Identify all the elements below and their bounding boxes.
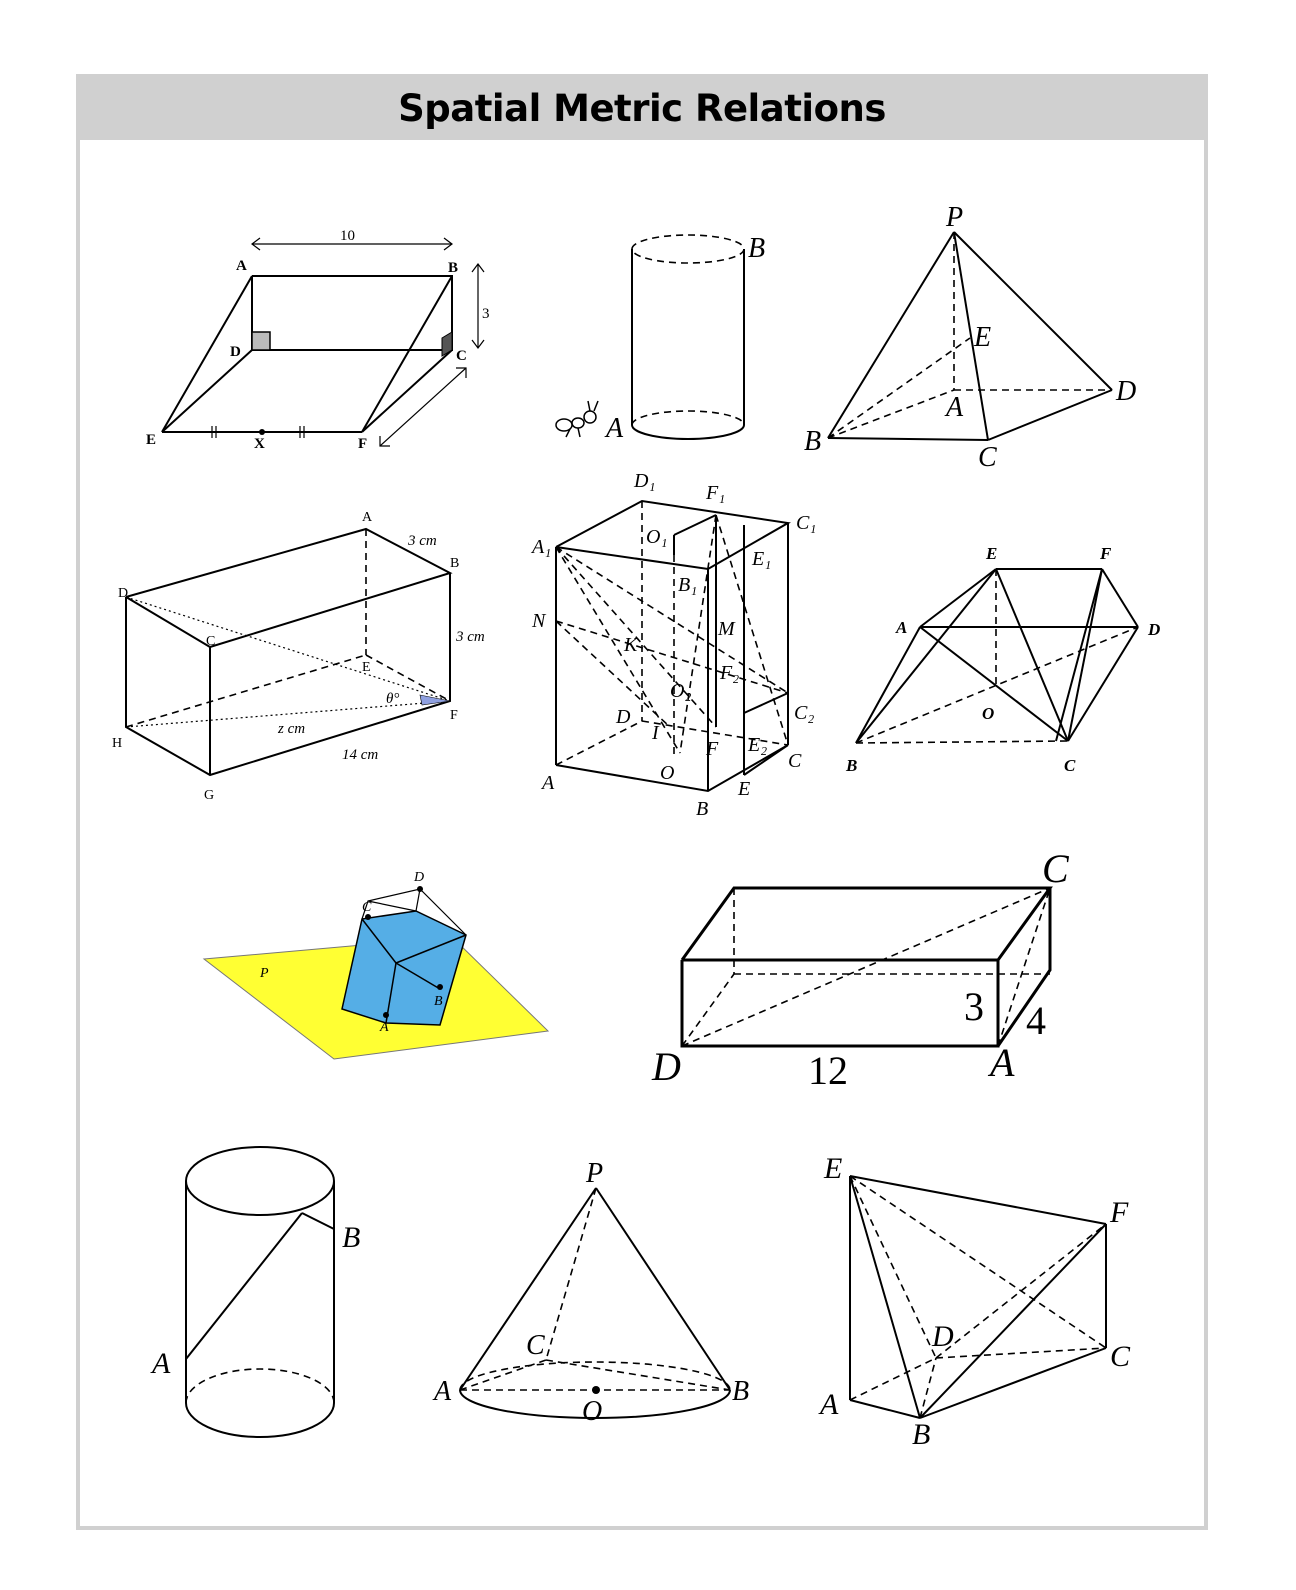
fig10-label-o: O — [582, 1396, 603, 1427]
fig5-label-d: D — [616, 706, 631, 728]
figure-6-polyhedron — [840, 535, 1180, 785]
fig4-label-h: H — [112, 736, 123, 751]
fig11-label-e: E — [824, 1152, 843, 1185]
fig1-label-f: F — [358, 436, 368, 452]
fig4-dim-length: 14 cm — [342, 747, 379, 763]
fig1-label-x: X — [254, 436, 265, 452]
fig7-label-plane: P — [260, 966, 269, 981]
fig9-label-a: A — [152, 1347, 171, 1380]
fig11-label-a: A — [820, 1388, 839, 1421]
figure-9-cylinder-path — [150, 1135, 380, 1455]
fig3-label-p: P — [946, 202, 964, 233]
fig5-label-f2: F₂ — [720, 662, 740, 684]
fig6-label-f: F — [1100, 544, 1112, 563]
fig11-label-c: C — [1110, 1340, 1131, 1373]
fig5-label-d1: D₁ — [634, 470, 656, 492]
fig7-label-c: C — [362, 900, 372, 915]
fig3-label-b: B — [804, 426, 822, 457]
fig5-label-b: B — [696, 798, 709, 820]
fig11-label-b: B — [912, 1418, 931, 1451]
fig4-label-e: E — [362, 660, 371, 675]
fig5-label-a: A — [542, 772, 555, 794]
fig5-label-k: K — [624, 634, 638, 656]
fig7-label-a: A — [380, 1020, 389, 1035]
fig8-dim-length: 12 — [808, 1048, 848, 1093]
fig1-label-d: D — [230, 344, 241, 360]
fig7-label-b: B — [434, 994, 443, 1009]
fig11-label-d: D — [932, 1320, 954, 1353]
fig1-label-e: E — [146, 432, 157, 448]
title-bar — [80, 78, 1204, 140]
figure-8-box-diagonal — [640, 840, 1100, 1100]
fig4-dim-diagonal: z cm — [278, 721, 306, 737]
fig10-label-p: P — [586, 1158, 604, 1189]
fig5-label-m: M — [718, 618, 735, 640]
fig5-label-e2: E₂ — [748, 734, 768, 756]
fig4-label-f: F — [450, 708, 458, 723]
figure-7-cube-on-plane — [200, 865, 560, 1065]
fig5-label-b1: B₁ — [678, 574, 698, 596]
fig5-label-i: I — [652, 722, 659, 744]
fig8-label-d: D — [652, 1044, 681, 1089]
fig5-label-f: F — [706, 738, 719, 760]
fig1-dim-height: 3 — [482, 306, 490, 322]
fig4-label-a: A — [362, 510, 373, 525]
fig3-label-a: A — [946, 392, 964, 423]
fig5-label-c2: C₂ — [794, 702, 815, 724]
fig1-dim-length: 10 — [340, 228, 355, 244]
fig2-label-b: B — [748, 233, 766, 264]
fig6-label-b: B — [846, 756, 858, 775]
fig4-dim-height: 3 cm — [456, 629, 485, 645]
fig5-label-c1: C₁ — [796, 512, 817, 534]
fig5-label-a1: A₁ — [532, 536, 552, 558]
ant-icon — [556, 401, 598, 437]
fig8-label-c: C — [1042, 846, 1069, 891]
fig6-label-d: D — [1148, 620, 1161, 639]
fig5-label-f1: F₁ — [706, 482, 726, 504]
figure-5-stepped-prism — [530, 465, 830, 825]
fig6-label-c: C — [1064, 756, 1076, 775]
figure-1-prism — [140, 220, 500, 460]
fig6-label-o: O — [982, 704, 995, 723]
fig9-label-b: B — [342, 1221, 361, 1254]
fig5-label-e1: E₁ — [752, 548, 772, 570]
fig4-label-b: B — [450, 556, 460, 571]
fig5-label-o: O — [660, 762, 675, 784]
fig1-label-b: B — [448, 260, 459, 276]
fig3-label-e: E — [974, 322, 992, 353]
fig11-label-f: F — [1110, 1196, 1129, 1229]
fig8-dim-height: 3 — [964, 984, 984, 1029]
fig4-label-d: D — [118, 586, 129, 601]
fig1-label-c: C — [456, 348, 467, 364]
fig1-label-a: A — [236, 258, 247, 274]
fig8-dim-width: 4 — [1026, 998, 1046, 1043]
fig5-label-e: E — [738, 778, 751, 800]
fig6-label-e: E — [986, 544, 998, 563]
fig8-label-a: A — [990, 1040, 1015, 1085]
figure-11-polyhedron — [810, 1150, 1150, 1460]
fig7-label-d: D — [414, 870, 425, 885]
figure-10-cone — [430, 1150, 780, 1430]
fig4-dim-width: 3 cm — [408, 533, 437, 549]
fig3-label-c: C — [978, 442, 997, 473]
figure-3-pyramid — [800, 200, 1160, 480]
page-title: Spatial Metric Relations — [398, 87, 886, 130]
fig10-label-c: C — [526, 1330, 545, 1361]
fig4-dim-angle: θ° — [386, 691, 400, 707]
fig2-label-a: A — [606, 413, 624, 444]
fig5-label-o2: O₂ — [670, 680, 692, 702]
figure-2-cylinder — [550, 225, 780, 455]
fig3-label-d: D — [1116, 376, 1137, 407]
fig10-label-a: A — [434, 1376, 452, 1407]
fig5-label-n: N — [532, 610, 546, 632]
fig5-label-o1: O₁ — [646, 526, 668, 548]
fig10-label-b: B — [732, 1376, 750, 1407]
fig5-label-c: C — [788, 750, 802, 772]
fig4-label-g: G — [204, 788, 215, 803]
fig6-label-a: A — [896, 618, 908, 637]
figure-4-cuboid-diagonal — [110, 505, 510, 805]
fig4-label-c: C — [206, 634, 216, 649]
